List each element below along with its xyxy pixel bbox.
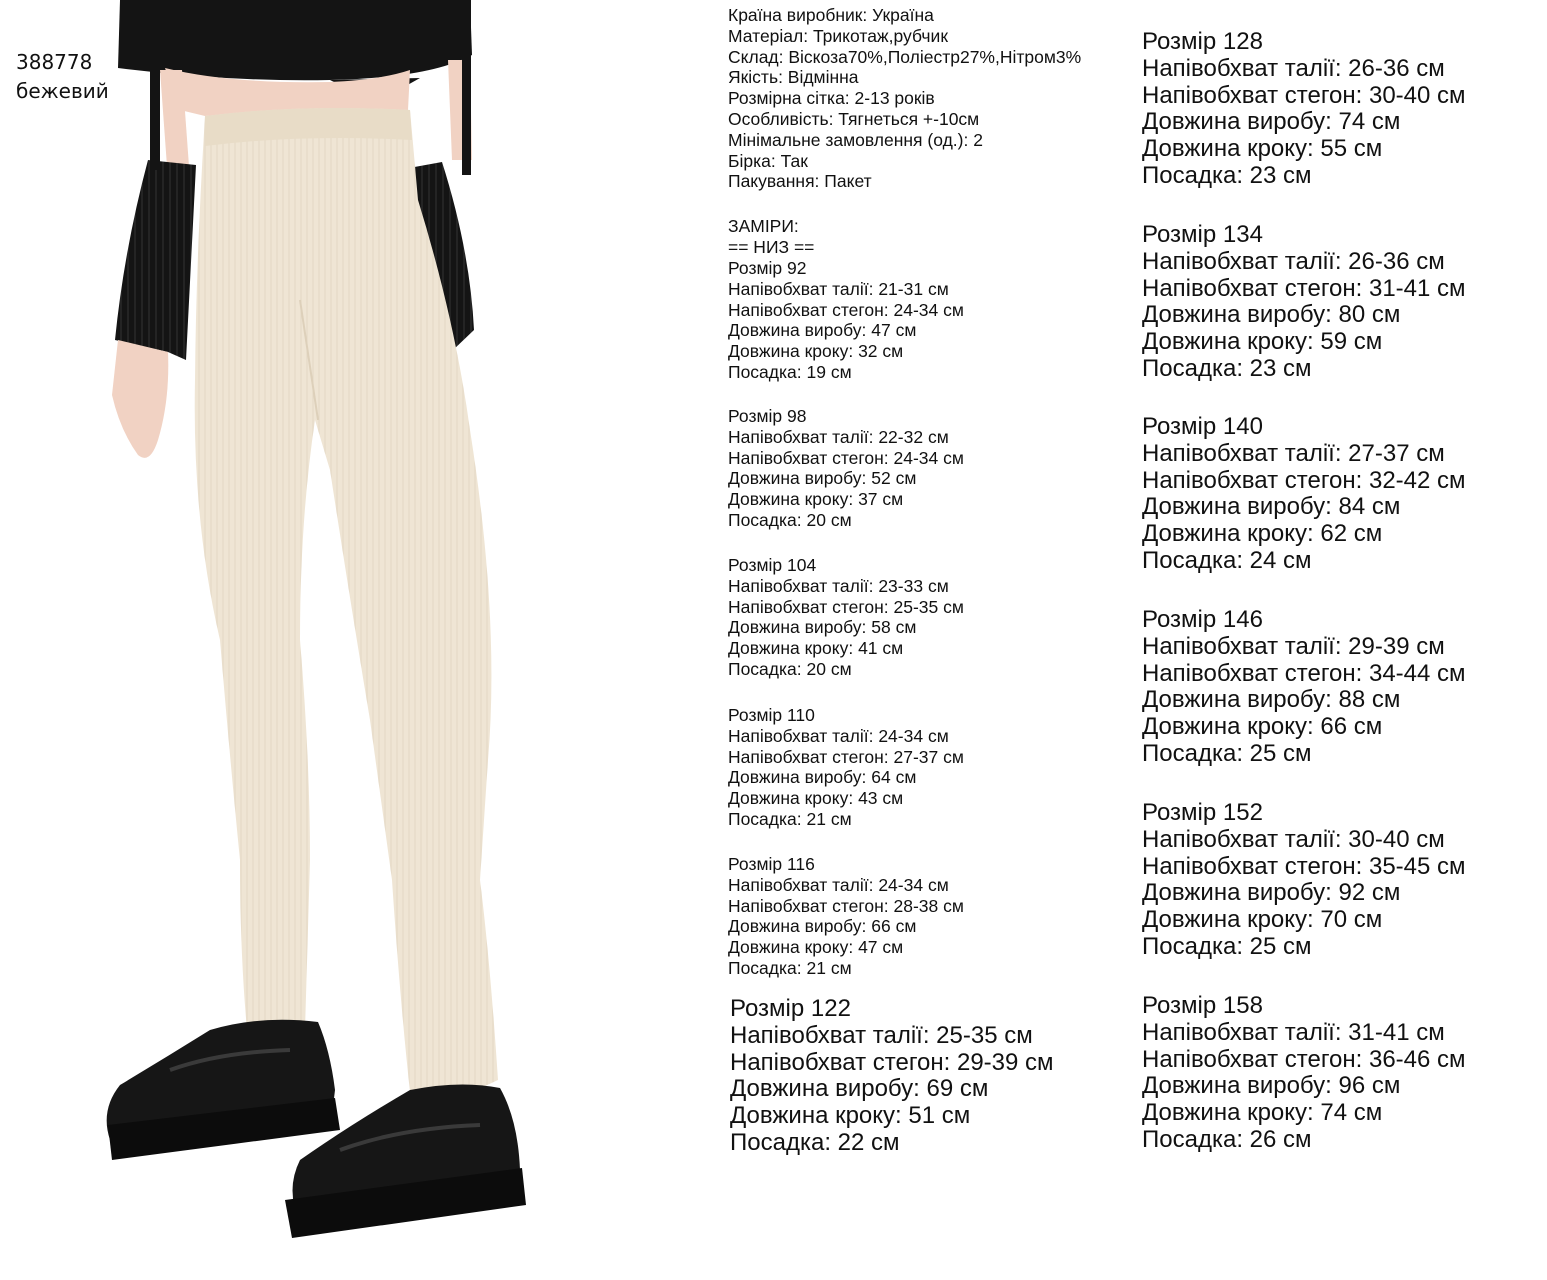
size-line: Довжина кроку: 37 см: [728, 489, 904, 510]
measurements-header: [728, 216, 814, 258]
size-line: Напівобхват стегон: 25-35 см: [728, 596, 964, 617]
size-block-116: [728, 854, 964, 979]
size-line: Довжина виробу: 69 см: [730, 1075, 989, 1103]
size-line: Напівобхват стегон: 29-39 см: [730, 1048, 1054, 1076]
spec-size-range: Розмірна сітка: 2-13 років: [728, 88, 935, 109]
left-sleeve: [115, 160, 196, 360]
size-line: Напівобхват талії: 30-40 см: [1142, 825, 1445, 853]
size-line: Напівобхват талії: 27-37 см: [1142, 439, 1445, 467]
size-line: Напівобхват талії: 29-39 см: [1142, 632, 1445, 660]
size-title: Розмір 92: [728, 258, 807, 278]
product-label: [16, 48, 109, 106]
size-line: Довжина виробу: 52 см: [728, 468, 917, 489]
left-shoe: [107, 1020, 340, 1160]
size-block-122: [730, 996, 1054, 1157]
size-block-134: [1142, 222, 1466, 383]
size-line: Довжина виробу: 47 см: [728, 320, 917, 341]
spec-packaging: Пакування: Пакет: [728, 171, 872, 192]
size-line: Напівобхват талії: 24-34 см: [728, 725, 949, 746]
size-line: Довжина кроку: 41 см: [728, 638, 904, 659]
size-line: Довжина кроку: 66 см: [1142, 713, 1383, 741]
size-block-98: [728, 406, 964, 531]
size-line: Напівобхват стегон: 31-41 см: [1142, 274, 1466, 302]
size-line: Напівобхват стегон: 35-45 см: [1142, 852, 1466, 880]
size-line: Посадка: 21 см: [728, 808, 852, 829]
size-line: Напівобхват стегон: 32-42 см: [1142, 466, 1466, 494]
size-block-104: [728, 555, 964, 680]
size-line: Напівобхват стегон: 24-34 см: [728, 447, 964, 468]
size-line: Напівобхват стегон: 34-44 см: [1142, 659, 1466, 687]
size-line: Довжина кроку: 70 см: [1142, 906, 1383, 934]
size-line: Довжина виробу: 74 см: [1142, 108, 1401, 136]
size-line: Довжина виробу: 58 см: [728, 617, 917, 638]
size-title: Розмір 122: [730, 995, 851, 1022]
product-color: бежевий: [16, 79, 109, 103]
size-block-140: [1142, 414, 1466, 575]
size-line: Посадка: 24 см: [1142, 546, 1312, 574]
size-line: Довжина кроку: 62 см: [1142, 520, 1383, 548]
spec-tag: Бірка: Так: [728, 150, 808, 171]
spec-feature: Особливість: Тягнеться +-10см: [728, 108, 980, 129]
size-title: Розмір 110: [728, 705, 815, 725]
size-line: Довжина виробу: 64 см: [728, 767, 917, 788]
size-line: Посадка: 20 см: [728, 509, 852, 530]
size-line: Довжина кроку: 43 см: [728, 788, 904, 809]
size-block-158: [1142, 993, 1466, 1154]
size-title: Розмір 116: [728, 854, 815, 874]
size-line: Напівобхват талії: 22-32 см: [728, 426, 949, 447]
size-line: Напівобхват талії: 21-31 см: [728, 278, 949, 299]
size-title: Розмір 98: [728, 406, 807, 426]
size-line: Напівобхват талії: 26-36 см: [1142, 54, 1445, 82]
measurements-heading: ЗАМІРИ:: [728, 216, 799, 236]
size-title: Розмір 158: [1142, 992, 1263, 1019]
size-line: Посадка: 23 см: [1142, 354, 1312, 382]
size-line: Напівобхват талії: 23-33 см: [728, 575, 949, 596]
size-title: Розмір 134: [1142, 221, 1263, 248]
size-line: Довжина виробу: 80 см: [1142, 301, 1401, 329]
size-line: Напівобхват стегон: 27-37 см: [728, 746, 964, 767]
spec-list: [728, 5, 1081, 192]
size-line: Довжина виробу: 92 см: [1142, 879, 1401, 907]
size-line: Довжина кроку: 55 см: [1142, 135, 1383, 163]
size-line: Довжина кроку: 74 см: [1142, 1099, 1383, 1127]
size-line: Довжина кроку: 59 см: [1142, 328, 1383, 356]
size-line: Посадка: 21 см: [728, 957, 852, 978]
size-title: Розмір 146: [1142, 606, 1263, 633]
size-line: Посадка: 25 см: [1142, 932, 1312, 960]
size-title: Розмір 140: [1142, 413, 1263, 440]
size-line: Напівобхват стегон: 36-46 см: [1142, 1045, 1466, 1073]
size-line: Напівобхват талії: 25-35 см: [730, 1021, 1033, 1049]
section-heading: == НИЗ ==: [728, 236, 815, 257]
size-line: Посадка: 19 см: [728, 361, 852, 382]
size-line: Посадка: 22 см: [730, 1128, 900, 1156]
size-line: Напівобхват талії: 26-36 см: [1142, 247, 1445, 275]
spec-country: Країна виробник: Україна: [728, 5, 934, 25]
size-line: Посадка: 25 см: [1142, 739, 1312, 767]
size-line: Довжина кроку: 32 см: [728, 341, 904, 362]
size-line: Посадка: 23 см: [1142, 161, 1312, 189]
spec-material: Матеріал: Трикотаж,рубчик: [728, 25, 948, 46]
product-photo: [0, 0, 700, 1280]
left-hand: [112, 340, 168, 458]
size-line: Довжина виробу: 96 см: [1142, 1072, 1401, 1100]
spec-min-order: Мінімальне замовлення (од.): 2: [728, 129, 983, 150]
size-line: Довжина кроку: 47 см: [728, 937, 904, 958]
size-title: Розмір 128: [1142, 28, 1263, 55]
size-title: Розмір 152: [1142, 799, 1263, 826]
size-line: Довжина виробу: 88 см: [1142, 686, 1401, 714]
size-line: Довжина виробу: 66 см: [728, 916, 917, 937]
size-title: Розмір 104: [728, 555, 817, 575]
size-block-128: [1142, 29, 1466, 190]
size-block-110: [728, 705, 964, 830]
size-line: Напівобхват стегон: 24-34 см: [728, 299, 964, 320]
size-block-92: [728, 258, 964, 383]
size-line: Посадка: 26 см: [1142, 1125, 1312, 1153]
size-line: Напівобхват стегон: 28-38 см: [728, 895, 964, 916]
size-line: Напівобхват талії: 24-34 см: [728, 874, 949, 895]
spec-quality: Якість: Відмінна: [728, 67, 859, 88]
size-line: Довжина кроку: 51 см: [730, 1102, 971, 1130]
product-code: 388778: [16, 50, 93, 74]
size-line: Посадка: 20 см: [728, 658, 852, 679]
size-line: Довжина виробу: 84 см: [1142, 493, 1401, 521]
spec-composition: Склад: Віскоза70%,Поліестр27%,Нітром3%: [728, 46, 1082, 67]
size-block-152: [1142, 800, 1466, 961]
size-block-146: [1142, 607, 1466, 768]
size-line: Напівобхват стегон: 30-40 см: [1142, 81, 1466, 109]
size-line: Напівобхват талії: 31-41 см: [1142, 1018, 1445, 1046]
